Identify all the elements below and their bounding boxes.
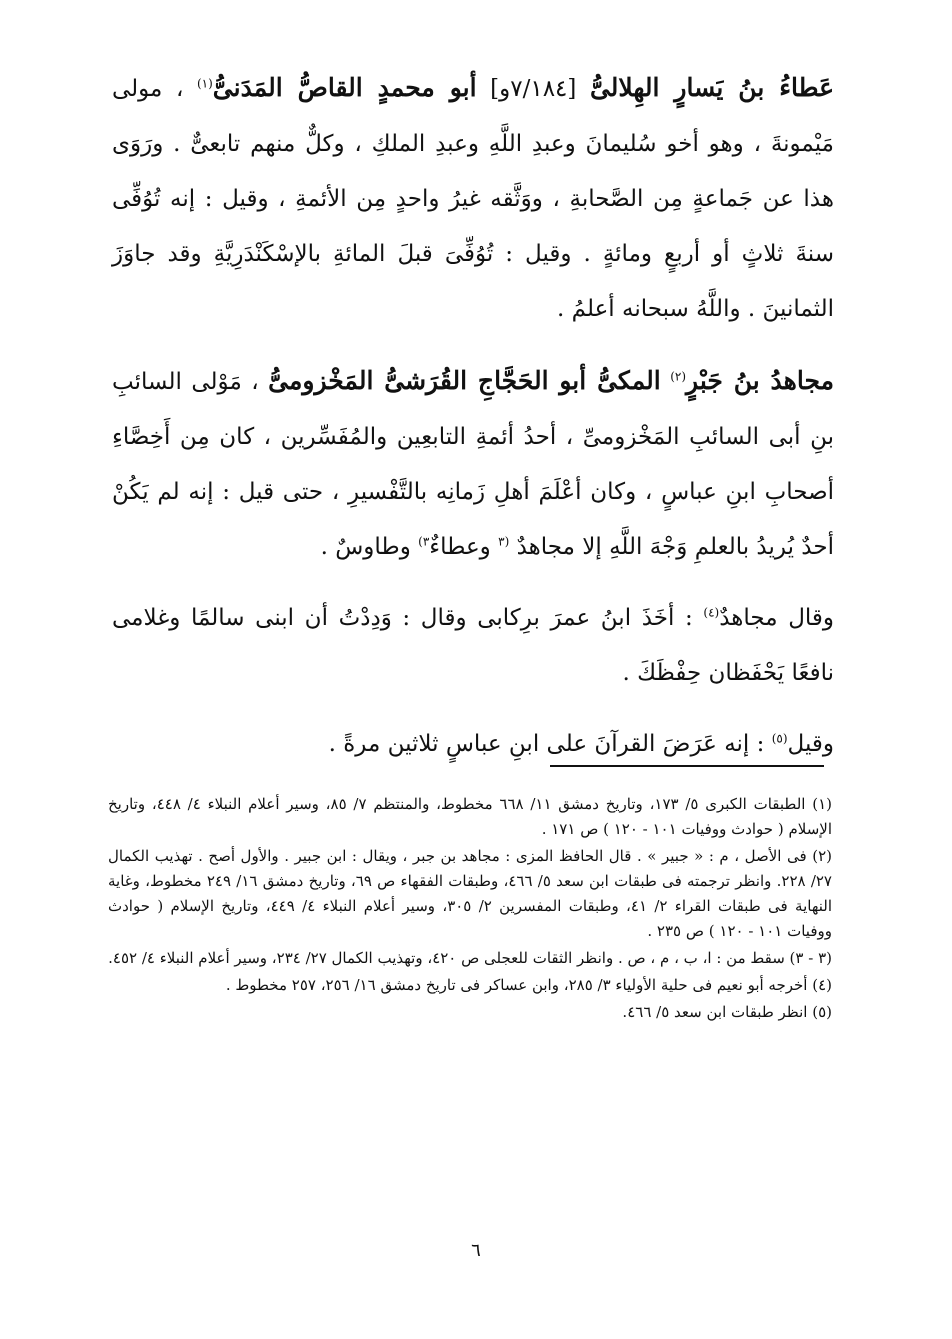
paragraph-ata-body: ، مولى مَيْمونةَ ، وهو أخو سُليمانَ وعبدِ اللَّهِ وعبدِ الملكِ ، وكلٌّ منهم تابعىٌّ . ورَوَى هذا عن جَماعةٍ مِن الصَّحابةِ ، ووَثَّقه غيرُ واحدٍ مِن الأئمةِ ، وقيل : إنه تُوُفِّى سنةَ ثلاثٍ أو أربعٍ ومائةٍ . وقيل : تُوُفِّىَ قبلَ المائةِ بالإسْكَنْدَرِيَّةِ وقد جاوَزَ الثمانينَ . واللَّهُ سبحانه أعلمُ . <box>112 76 835 322</box>
footnote-3: (٣ - ٣) سقط من : ا، ب ، م ، ص . وانظر الثقات للعجلى ص ٤٢٠، وتهذيب الكمال ٢٧/ ٢٣٤، وسير أعلام النبلاء ٤/ ٤٥٢. <box>108 949 832 967</box>
footnote-ref-4: (٤) <box>703 605 720 620</box>
footnote-separator <box>550 765 824 767</box>
footnote-1: (١) الطبقات الكبرى ٥/ ١٧٣، وتاريخ دمشق ١١/ ٦٦٨ مخطوط، والمنتظم ٧/ ٨٥، وسير أعلام النبلاء ٤/ ٤٤٨، وتاريخ الإسلام ( حوادث ووفيات ١٠١ - ١٢٠ ) ص ١٧١ . <box>108 795 833 838</box>
paragraph-ibn-umar-body: : أخَذَ ابنُ عمرَ برِكابى وقال : وَدِدْتُ أن ابنى سالمًا وغلامى نافعًا يَحْفَظان حِفْظَكَ . <box>112 605 834 686</box>
footnote-ref-2: (٢) <box>670 369 687 384</box>
heading-ata-name: عَطاءُ بنُ يَسارٍ الهِلالىُّ <box>589 73 835 102</box>
main-text <box>112 60 834 788</box>
paragraph-mujahid-body: ، مَوْلى السائبِ بنِ أبى السائبِ المَخْزومىِّ ، أحدُ أئمةِ التابعِين والمُفَسِّرين ، كان مِن أَخِصَّاءِ أصحابِ ابنِ عباسٍ ، وكان أعْلَمَ أهلِ زَمانِه بالتَّفْسيرِ ، حتى قيل : إنه لم يَكُنْ أحدٌ يُريدُ بالعلمِ وَجْهَ اللَّهِ إلا مجاهدٌ <box>112 369 834 560</box>
paragraph-mujahid-end: وطاوسٌ . <box>320 534 411 560</box>
page-number: ٦ <box>471 1240 481 1261</box>
paragraph-ibn-umar <box>112 591 834 701</box>
paragraph-ata <box>112 60 834 337</box>
paragraph-quran-body: : إنه عَرَضَ القرآنَ على ابنِ عباسٍ ثلاثين مرةً . <box>328 731 765 757</box>
footnote-5: (٥) انظر طبقات ابن سعد ٥/ ٤٦٦. <box>622 1003 832 1021</box>
manuscript-ref: [٧/١٨٤و] <box>490 76 577 102</box>
footnote-ref-3-open: (٣ <box>498 534 510 549</box>
footnote-2: (٢) فى الأصل ، م : « جبير » . قال الحافظ المزى : مجاهد بن جبر ، ويقال : ابن جبير . والأول أصح . تهذيب الكمال ٢٧/ ٢٢٨. وانظر ترجمته فى طبقات ابن سعد ٥/ ٤٦٦، وطبقات الفقهاء ص ٦٩، وتاريخ دمشق ١٦/ ٢٤٩ مخطوط، وغاية النهاية فى طبقات القراء ٢/ ٤١، وطبقات المفسرين ٢/ ٣٠٥، وسير أعلام النبلاء ٤/ ٤٤٩، وتاريخ الإسلام ( حوادث ووفيات ١٠١ - ١٢٠ ) ص ٢٣٥ . <box>108 847 832 940</box>
heading-ata-kunya: أبو محمدٍ القاصُّ المَدَنىُّ <box>212 73 477 102</box>
footnote-ref-5: (٥) <box>771 731 788 746</box>
heading-mujahid-kunya: المكىُّ أبو الحَجَّاجِ القُرَشىُّ المَخْزومىُّ <box>268 366 661 395</box>
paragraph-mujahid-ata: وعطاءٌ <box>429 534 491 560</box>
footnotes <box>108 792 832 1027</box>
footnote-ref-1: (١) <box>196 76 213 91</box>
paragraph-quran <box>112 717 834 772</box>
footnote-4: (٤) أخرجه أبو نعيم فى حلية الأولياء ٣/ ٢٨٥، وابن عساكر فى تاريخ دمشق ١٦/ ٢٥٦، ٢٥٧ مخطوط . <box>225 976 832 994</box>
paragraph-mujahid <box>112 353 834 575</box>
paragraph-ibn-umar-lead: وقال مجاهدٌ <box>719 605 835 631</box>
heading-mujahid-name: مجاهدُ بنُ جَبْرٍ <box>686 366 835 395</box>
footnote-ref-3-close: ٣) <box>418 534 430 549</box>
paragraph-quran-lead: وقيل <box>787 731 834 757</box>
